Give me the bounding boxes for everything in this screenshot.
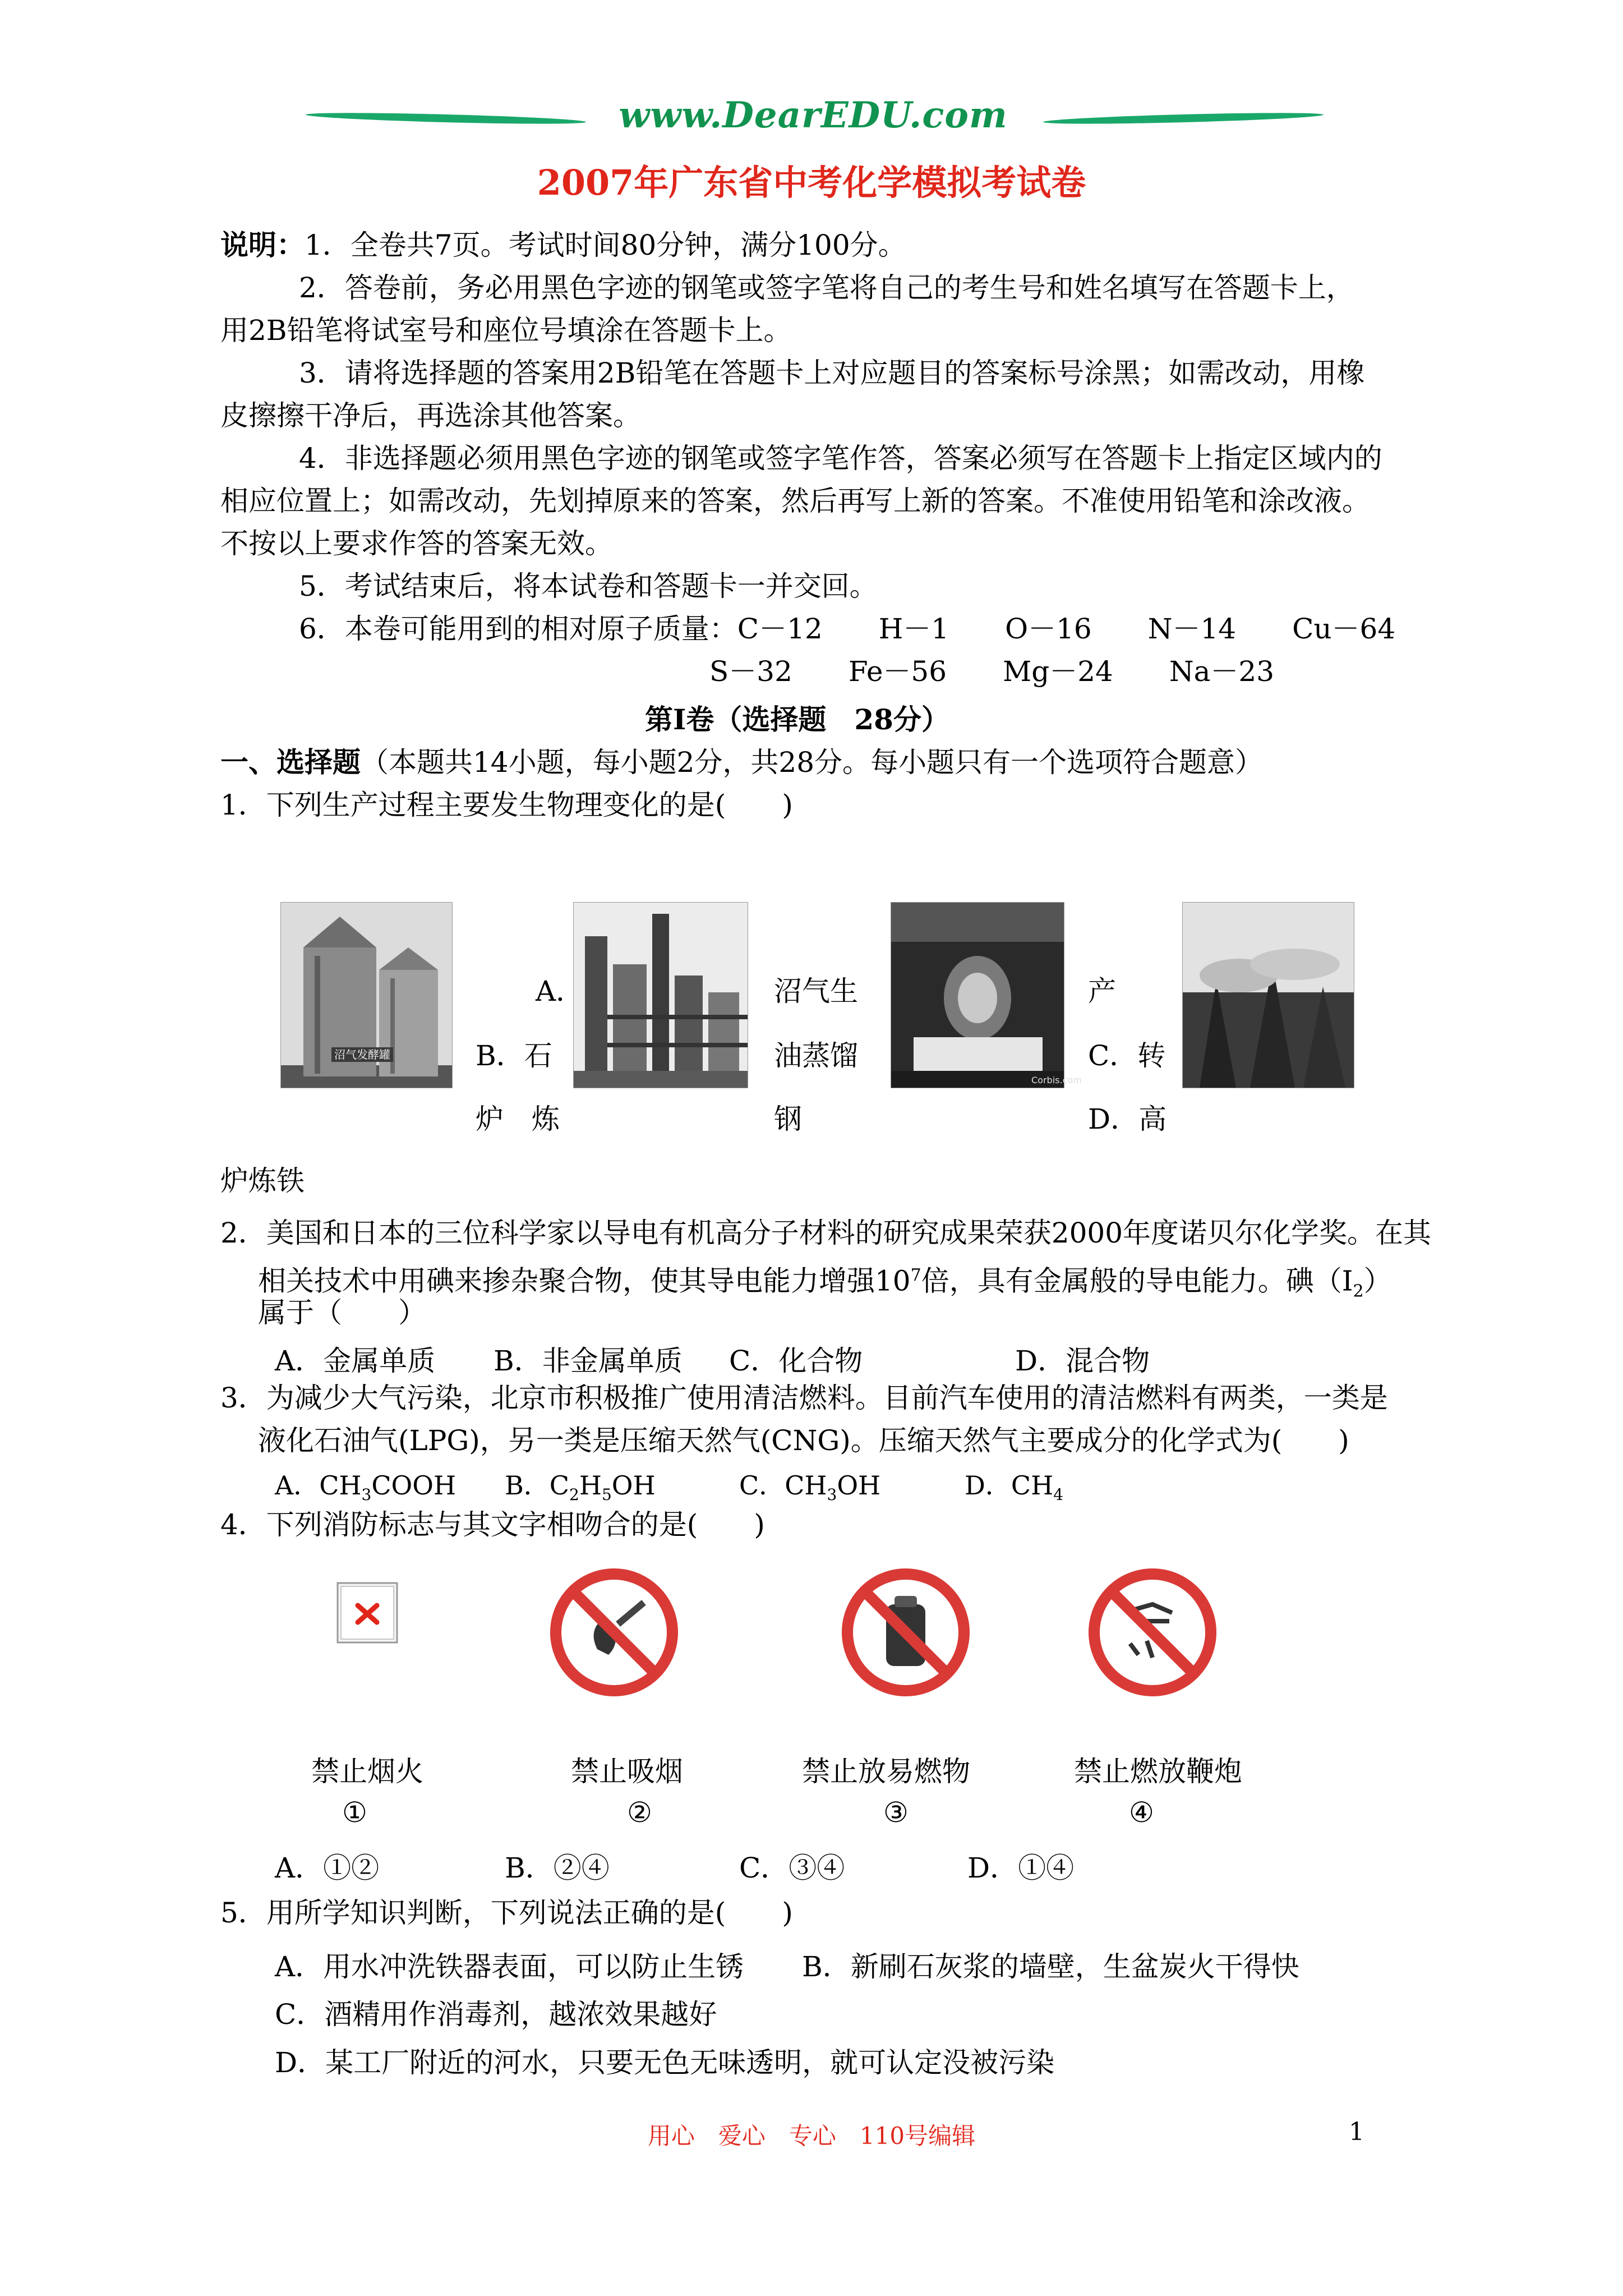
- instruction-6-cont: S－32 Fe－56 Mg－24 Na－23: [709, 655, 1275, 688]
- question-2-stem-end: 属于（ ）: [258, 1296, 426, 1329]
- sign-3-label: 禁止放易燃物: [802, 1755, 970, 1788]
- q4-option-a: A．①②: [275, 1852, 380, 1884]
- sign-3-number: ③: [883, 1796, 909, 1829]
- no-flammables-sign-icon: [838, 1565, 973, 1700]
- q3-option-d: D．$CH_4$: [965, 1470, 1064, 1504]
- instruction-4: 4．非选择题必须用黑色字迹的钢笔或签字笔作答，答案必须写在答题卡上指定区域内的: [299, 442, 1382, 475]
- q2-option-c: C．化合物: [729, 1345, 863, 1377]
- banner-left-swoosh: [306, 111, 586, 126]
- q3-option-a: A．$CH_3COOH$: [275, 1470, 457, 1504]
- no-firecrackers-sign-icon: [1085, 1565, 1220, 1700]
- sign-2-number: ②: [627, 1796, 652, 1829]
- q5-option-c: C．酒精用作消毒剂，越浓效果越好: [275, 1998, 717, 2031]
- q1-option-a-label: A．: [536, 975, 584, 1007]
- site-logo: www.DearEDU.com: [619, 94, 1008, 136]
- q2-option-d: D．混合物: [1015, 1345, 1150, 1377]
- question-1-stem: 1．下列生产过程主要发生物理变化的是( ): [220, 789, 793, 821]
- photo-blast-furnace: [1182, 902, 1354, 1088]
- question-5-stem: 5．用所学知识判断，下列说法正确的是( ): [220, 1897, 793, 1929]
- q3-option-b: B．$C_2H_5OH$: [505, 1470, 656, 1504]
- photo-biogas-tanks: [280, 902, 453, 1088]
- sign-4-label: 禁止燃放鞭炮: [1074, 1755, 1242, 1788]
- part1-heading: 第Ⅰ卷（选择题 28分）: [645, 703, 949, 736]
- q5-option-a: A．用水冲洗铁器表面，可以防止生锈: [275, 1950, 744, 1983]
- sign-1-number: ①: [342, 1796, 367, 1829]
- no-smoking-sign-icon: [547, 1565, 681, 1700]
- question-2-stem-cont: 相关技术中用碘来掺杂聚合物，使其导电能力增强$10^7$倍，具有金属般的导电能力。碘$(I_2)$: [258, 1264, 1392, 1301]
- q1-option-c-label: C．转: [1088, 1039, 1166, 1072]
- photo-watermark: Corbis.com: [1031, 1075, 1082, 1085]
- instruction-4-cont: 相应位置上；如需改动，先划掉原来的答案，然后再写上新的答案。不准使用铅笔和涂改液。: [220, 485, 1370, 517]
- instruction-2: 2．答卷前，务必用黑色字迹的钢笔或签字笔将自己的考生号和姓名填写在答题卡上，: [299, 272, 1354, 304]
- q2-option-a: A．金属单质: [275, 1345, 436, 1377]
- q4-option-b: B．②④: [505, 1852, 610, 1884]
- page-title: 2007年广东省中考化学模拟考试卷: [537, 162, 1086, 203]
- sign-4-number: ④: [1129, 1796, 1154, 1829]
- banner-right-swoosh: [1043, 111, 1324, 126]
- q1-option-d-label: D．高: [1088, 1103, 1167, 1135]
- q1-frag-chan: 产: [1088, 975, 1116, 1007]
- footer-text: 用心 爱心 专心 110号编辑: [647, 2122, 976, 2150]
- q4-option-d: D．①④: [967, 1852, 1075, 1884]
- question-3-stem: 3．为减少大气污染，北京市积极推广使用清洁燃料。目前汽车使用的清洁燃料有两类，一类是: [220, 1382, 1388, 1414]
- instruction-6: 6．本卷可能用到的相对原子质量：C－12 H－1 O－16 N－14 Cu－64: [299, 613, 1396, 645]
- instruction-1: 说明：1．全卷共7页。考试时间80分钟，满分100分。: [220, 228, 906, 261]
- instruction-3-cont: 皮擦擦干净后，再选涂其他答案。: [220, 399, 641, 432]
- q1-option-b-label: B．石: [476, 1039, 552, 1072]
- sign-2-label: 禁止吸烟: [571, 1755, 683, 1788]
- sign-1-label: 禁止烟火: [311, 1755, 423, 1788]
- photo-oil-refinery: [573, 902, 748, 1088]
- question-3-stem-cont: 液化石油气(LPG)，另一类是压缩天然气(CNG)。压缩天然气主要成分的化学式为( ): [258, 1424, 1349, 1457]
- q3-option-c: C．$CH_3OH$: [739, 1470, 881, 1504]
- q2-option-b: B．非金属单质: [494, 1345, 683, 1377]
- broken-image-icon: [336, 1582, 398, 1644]
- q1-frag-lulian: 炉 炼: [476, 1103, 560, 1135]
- q1-frag-gang: 钢: [774, 1103, 802, 1135]
- section-heading: 一、选择题（本题共14小题，每小题2分，共28分。每小题只有一个选项符合题意）: [220, 746, 1264, 779]
- q4-option-c: C．③④: [739, 1852, 845, 1884]
- photo-label: 沼气发酵罐: [334, 1048, 390, 1061]
- q1-frag-tail: 炉炼铁: [220, 1165, 305, 1197]
- question-4-stem: 4．下列消防标志与其文字相吻合的是( ): [220, 1508, 765, 1541]
- instruction-4-cont2: 不按以上要求作答的答案无效。: [220, 527, 613, 560]
- instruction-2-cont: 用2B铅笔将试室号和座位号填涂在答题卡上。: [220, 314, 792, 347]
- page-number: 1: [1349, 2118, 1364, 2146]
- q5-option-d: D．某工厂附近的河水，只要无色无味透明，就可认定没被污染: [275, 2046, 1055, 2079]
- q1-frag-shengqi: 沼气生: [774, 975, 858, 1007]
- q5-option-b: B．新刷石灰浆的墙壁，生盆炭火干得快: [802, 1950, 1299, 1983]
- instruction-5: 5．考试结束后，将本试卷和答题卡一并交回。: [299, 570, 878, 602]
- instruction-3: 3．请将选择题的答案用2B铅笔在答题卡上对应题目的答案标号涂黑；如需改动，用橡: [299, 357, 1365, 389]
- photo-converter-steel: [891, 902, 1082, 1088]
- q1-frag-youzhengliu: 油蒸馏: [774, 1039, 858, 1072]
- question-2-stem: 2．美国和日本的三位科学家以导电有机高分子材料的研究成果荣获2000年度诺贝尔化学奖。在其: [220, 1217, 1432, 1249]
